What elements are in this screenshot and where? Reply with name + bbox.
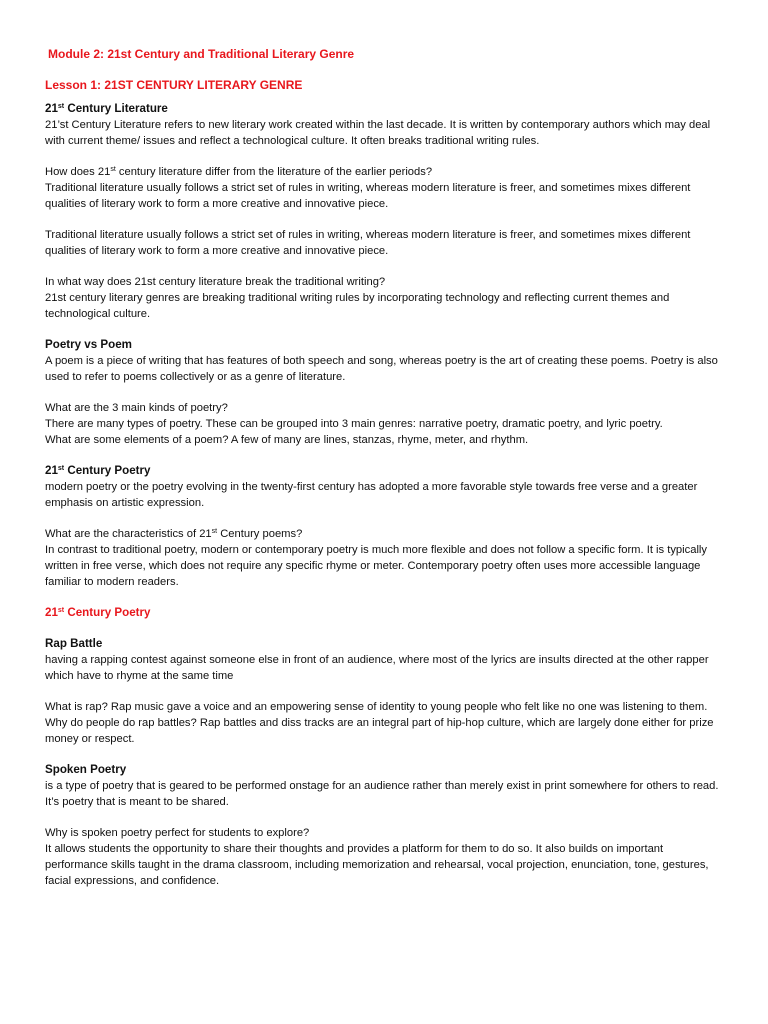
section-heading-rap-battle: Rap Battle (45, 637, 103, 650)
paragraph: A poem is a piece of writing that has features of both speech and song, whereas poetry is the art of creating these poems. Poetry is also used to refer to poems collectively or as a genre of literature. (45, 355, 718, 383)
answer: It allows students the opportunity to share their thoughts and provides a platform for them to do so. It also builds on important performance skills taught in the drama classroom, including memorization and rehearsal, vocal projection, enunciation, tone, gestures, facial expressions, and confidence. (45, 843, 709, 887)
question: What are some elements of a poem? A few of many are lines, stanzas, rhyme, meter, and rhythm. (45, 434, 529, 446)
answer: 21st century literary genres are breaking traditional writing rules by incorporating technology and reflecting current themes and technological culture. (45, 292, 670, 320)
lesson-title: Lesson 1: 21ST CENTURY LITERARY GENRE (45, 78, 303, 92)
paragraph: having a rapping contest against someone else in front of an audience, where most of the lyrics are insults directed at the other rapper which have to rhyme at the same time (45, 654, 709, 682)
question: How does 21st century literature differ from the literature of the earlier periods? (45, 166, 433, 178)
section-heading-spoken-poetry: Spoken Poetry (45, 763, 127, 776)
paragraph: Traditional literature usually follows a strict set of rules in writing, whereas modern literature is freer, and sometimes mixes different qualities of literary work to form a more creative and innovative piece. (45, 229, 691, 257)
question: What are the characteristics of 21st Century poems? (45, 528, 303, 540)
question: Why is spoken poetry perfect for students to explore? (45, 827, 310, 839)
question: What are the 3 main kinds of poetry? (45, 402, 228, 414)
question: Why do people do rap battles? Rap battles and diss tracks are an integral part of hip-hop culture, which are largely done either for prize money or respect. (45, 717, 714, 745)
module-title: Module 2: 21st Century and Traditional Literary Genre (48, 47, 355, 61)
answer: In contrast to traditional poetry, modern or contemporary poetry is much more flexible and does not follow a specific form. It is typically written in free verse, which does not require any specific rhyme or meter. Contemporary poetry often uses more accessible language familiar to modern readers. (45, 544, 708, 588)
question: In what way does 21st century literature break the traditional writing? (45, 276, 386, 288)
question: What is rap? Rap music gave a voice and an empowering sense of identity to young people who felt like no one was listening to them. (45, 701, 708, 713)
section-heading-21st-century-literature: 21st Century Literature (45, 102, 168, 115)
paragraph: modern poetry or the poetry evolving in the twenty-first century has adopted a more favorable style towards free verse and a greater emphasis on artistic expression. (45, 481, 698, 509)
answer: There are many types of poetry. These can be grouped into 3 main genres: narrative poetry, dramatic poetry, and lyric poetry. (45, 418, 663, 430)
section-heading-21st-century-poetry: 21st Century Poetry (45, 464, 151, 477)
paragraph: 21’st Century Literature refers to new literary work created within the last decade. It is written by contemporary authors which may deal with current theme/ issues and reflect a technological culture. It often breaks traditional writing rules. (45, 119, 711, 147)
paragraph: is a type of poetry that is geared to be performed onstage for an audience rather than merely exist in print somewhere for others to read. It’s poetry that is meant to be shared. (45, 780, 719, 808)
section-heading-poetry-vs-poem: Poetry vs Poem (45, 338, 132, 351)
answer: Traditional literature usually follows a strict set of rules in writing, whereas modern literature is freer, and sometimes mixes different qualities of literary work to form a more creative and innovative piece. (45, 182, 691, 210)
section-heading-21st-century-poetry-red: 21st Century Poetry (45, 606, 151, 619)
